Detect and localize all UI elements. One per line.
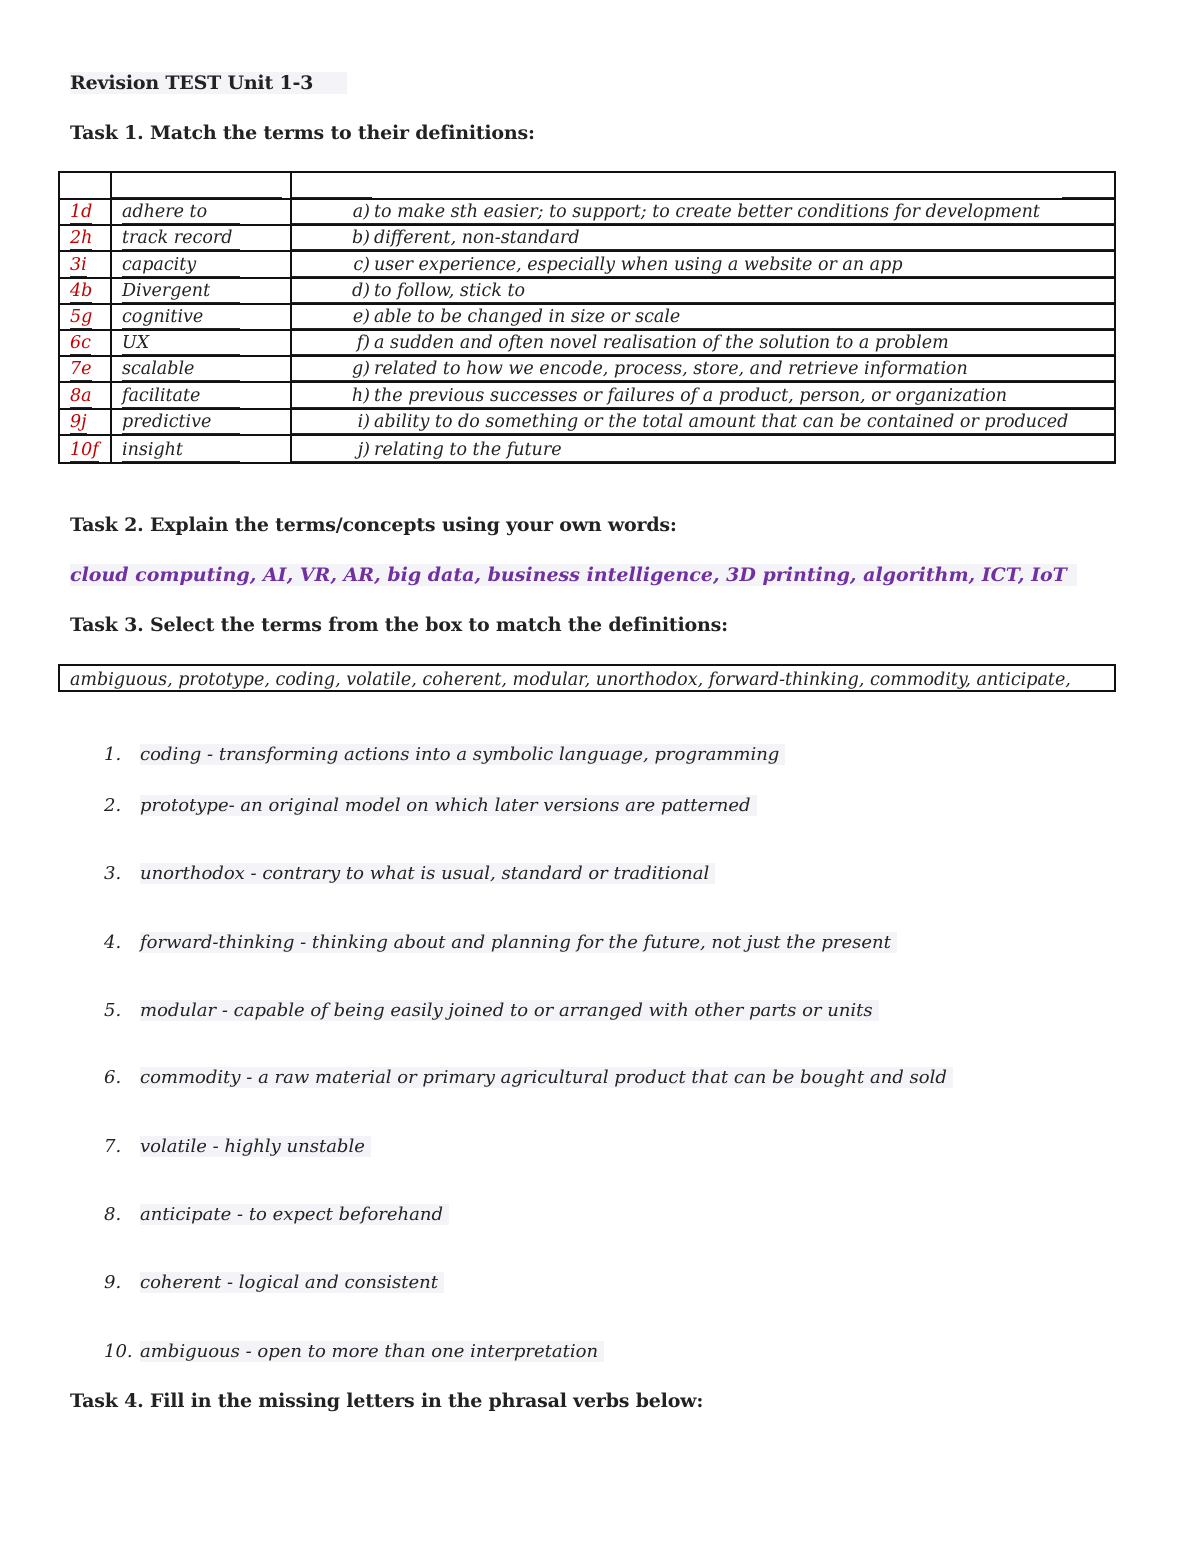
definition-letter: a) (292, 202, 372, 224)
term-cell: facilitate (122, 386, 240, 408)
word-box-text: ambiguous, prototype, coding, volatile, coherent, modular, unorthodox, forward-thinking, commodity, anticipate, (70, 670, 1071, 690)
word-box (58, 664, 1116, 692)
task3-heading: Task 3. Select the terms from the box to match the definitions: (70, 614, 728, 636)
definition-text: to make sth easier; to support; to create better conditions for development (372, 202, 1114, 224)
term-cell: predictive (122, 412, 240, 434)
item-text: modular - capable of being easily joined to or arranged with other parts or units (140, 1000, 879, 1021)
answer-cell: 5g (70, 306, 93, 327)
list-item (104, 795, 757, 816)
list-item (104, 1000, 879, 1021)
task2-heading: Task 2. Explain the terms/concepts using your own words: (70, 514, 677, 536)
term-cell: insight (122, 440, 240, 462)
item-number: 7. (104, 1136, 122, 1157)
answer-cell: 10f (70, 439, 99, 460)
item-number: 4. (104, 932, 122, 953)
table-row (60, 252, 1114, 278)
item-text: unorthodox - contrary to what is usual, standard or traditional (140, 863, 715, 884)
definition-letter: c) (292, 255, 372, 277)
table-row (60, 200, 1114, 226)
item-number: 8. (104, 1204, 122, 1225)
term-cell: Divergent (122, 281, 240, 303)
definition-letter: f) (292, 333, 372, 355)
definition-text: ability to do something or the total amount that can be contained or produced (372, 412, 1114, 434)
definition-text: able to be changed in size or scale (372, 307, 1114, 329)
term-cell: capacity (122, 255, 240, 277)
list-item (104, 1341, 604, 1362)
definition-text: relating to the future (372, 440, 1114, 462)
list-item (104, 1272, 444, 1293)
item-text: prototype- an original model on which later versions are patterned (140, 795, 757, 816)
page-title: Revision TEST Unit 1-3 (70, 72, 347, 94)
definition-letter: g) (292, 359, 372, 381)
item-number: 5. (104, 1000, 122, 1021)
definition-text: user experience, especially when using a website or an app (372, 255, 1114, 277)
table-row (60, 331, 1114, 357)
item-text: coding - transforming actions into a symbolic language, programming (140, 744, 785, 765)
list-item (104, 744, 785, 765)
definition-letter: i) (292, 412, 372, 434)
table-row (60, 383, 1114, 409)
answer-cell: 3i (70, 254, 87, 275)
definition-letter: d) (292, 281, 372, 303)
list-item (104, 1204, 449, 1225)
definition-letter: e) (292, 307, 372, 329)
definition-text: related to how we encode, process, store, and retrieve information (372, 359, 1114, 381)
definition-text: a sudden and often novel realisation of the solution to a problem (372, 333, 1114, 355)
list-item (104, 863, 715, 884)
answer-cell: 4b (70, 280, 93, 301)
term-cell: UX (122, 333, 240, 355)
answer-cell: 7e (70, 359, 92, 380)
table-header-row (60, 173, 1114, 200)
task4-heading: Task 4. Fill in the missing letters in the phrasal verbs below: (70, 1390, 704, 1412)
item-text: coherent - logical and consistent (140, 1272, 444, 1293)
definition-text: the previous successes or failures of a product, person, or organization (372, 386, 1114, 408)
term-cell: scalable (122, 359, 240, 381)
term-cell: adhere to (122, 202, 240, 224)
table-row (60, 226, 1114, 252)
task1-heading: Task 1. Match the terms to their definitions: (70, 122, 535, 144)
item-text: forward-thinking - thinking about and planning for the future, not just the present (140, 932, 897, 953)
list-item (104, 932, 897, 953)
term-cell: cognitive (122, 307, 240, 329)
table-row (60, 279, 1114, 305)
item-text: anticipate - to expect beforehand (140, 1204, 449, 1225)
item-number: 1. (104, 744, 122, 765)
item-number: 6. (104, 1067, 122, 1088)
item-number: 9. (104, 1272, 122, 1293)
definition-text: to follow, stick to (372, 281, 1114, 303)
item-text: ambiguous - open to more than one interpretation (140, 1341, 604, 1362)
list-item (104, 1136, 371, 1157)
item-number: 2. (104, 795, 122, 816)
answer-cell: 6c (70, 333, 91, 354)
matching-table (58, 171, 1116, 464)
table-row (60, 305, 1114, 331)
table-row (60, 410, 1114, 436)
item-text: volatile - highly unstable (140, 1136, 371, 1157)
term-cell: track record (122, 228, 240, 250)
definition-text: different, non-standard (372, 228, 1114, 250)
definition-letter: b) (292, 228, 372, 250)
table-row (60, 357, 1114, 383)
definition-letter: j) (292, 440, 372, 462)
list-item (104, 1067, 953, 1088)
item-number: 3. (104, 863, 122, 884)
answer-cell: 1d (70, 202, 93, 223)
table-row (60, 436, 1114, 462)
definition-letter: h) (292, 386, 372, 408)
task2-terms: cloud computing, AI, VR, AR, big data, business intelligence, 3D printing, algorithm, ICT, IoT (70, 564, 1077, 586)
answer-cell: 9j (70, 411, 87, 432)
item-text: commodity - a raw material or primary agricultural product that can be bought and sold (140, 1067, 953, 1088)
answer-cell: 8a (70, 385, 92, 406)
answer-cell: 2h (70, 228, 93, 249)
item-number: 10. (104, 1341, 133, 1362)
